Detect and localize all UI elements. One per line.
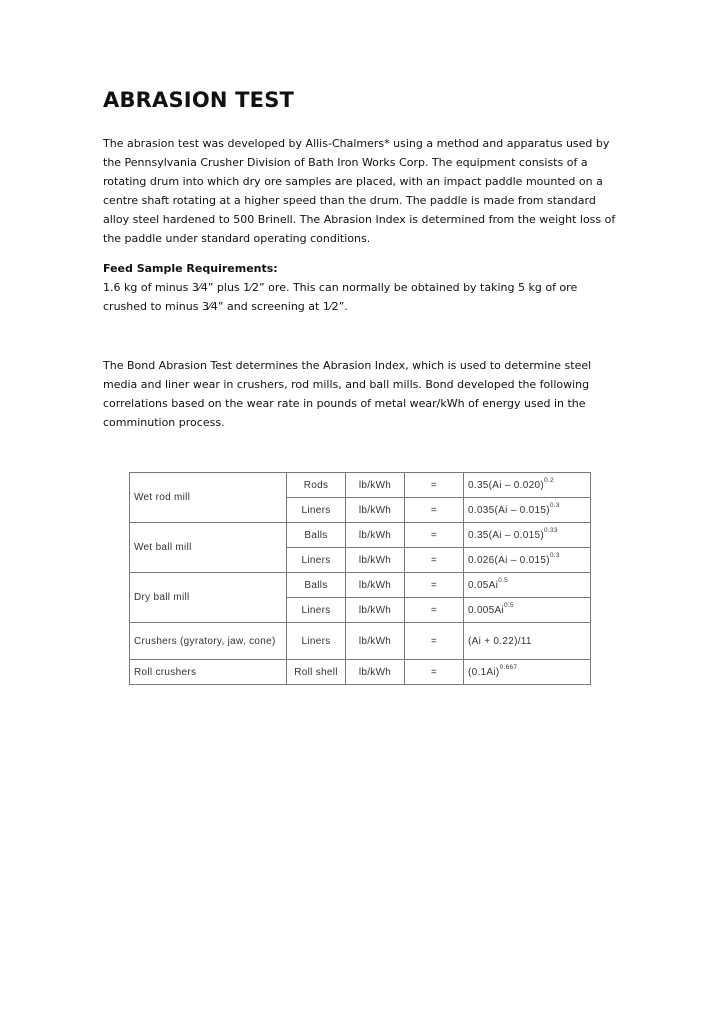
formula-cell <box>464 660 591 685</box>
unit-cell: lb/kWh <box>346 623 405 660</box>
formula-base: 0.026(Ai – 0.015) <box>468 554 550 566</box>
feed-requirements <box>103 259 623 316</box>
part-cell: Roll shell <box>287 660 346 685</box>
formula-base: 0.35(Ai – 0.020) <box>468 479 544 491</box>
formula-exponent: 0.5 <box>504 601 514 609</box>
equals-cell: = <box>405 548 464 573</box>
table-row <box>130 660 591 685</box>
table-row <box>130 523 591 548</box>
unit-cell: lb/kWh <box>346 598 405 623</box>
mill-type-cell: Dry ball mill <box>130 573 287 623</box>
part-cell: Rods <box>287 473 346 498</box>
table-row <box>130 623 591 660</box>
formula-base: 0.05Ai <box>468 579 499 591</box>
formula-base: 0.035(Ai – 0.015) <box>468 504 550 516</box>
mill-type-cell: Crushers (gyratory, jaw, cone) <box>130 623 287 660</box>
formula-base: 0.35(Ai – 0.015) <box>468 529 544 541</box>
equals-cell: = <box>405 523 464 548</box>
equals-cell: = <box>405 660 464 685</box>
formula-cell <box>464 523 591 548</box>
bond-paragraph: The Bond Abrasion Test determines the Abrasion Index, which is used to determine steel media and liner wear in crushers, rod mills, and ball mills. Bond developed the following correlations based on the wear rate in pounds of metal wear/kWh of energy used in the comminution process. <box>103 359 592 429</box>
formula-cell <box>464 573 591 598</box>
part-cell: Liners <box>287 548 346 573</box>
table-row <box>130 473 591 498</box>
equals-cell: = <box>405 598 464 623</box>
intro-paragraph: The abrasion test was developed by Allis-Chalmers* using a method and apparatus used by the Pennsylvania Crusher Division of Bath Iron Works Corp. The equipment consists of a rotating drum into which dry ore samples are placed, with an impact paddle mounted on a centre shaft rotating at a higher speed than the drum. The paddle is made from standard alloy steel hardened to 500 Brinell. The Abrasion Index is determined from the weight loss of the paddle under standard operating conditions. <box>103 137 616 245</box>
unit-cell: lb/kWh <box>346 660 405 685</box>
unit-cell: lb/kWh <box>346 548 405 573</box>
part-cell: Liners <box>287 623 346 660</box>
part-cell: Balls <box>287 573 346 598</box>
part-cell: Liners <box>287 598 346 623</box>
equals-cell: = <box>405 498 464 523</box>
formula-exponent: 0.5 <box>498 576 509 584</box>
document-title: ABRASION TEST <box>103 88 295 112</box>
unit-cell: lb/kWh <box>346 573 405 598</box>
unit-cell: lb/kWh <box>346 473 405 498</box>
formula-exponent: 0.667 <box>499 663 518 671</box>
formula-base: 0.005Ai <box>468 604 505 616</box>
feed-requirements-text: 1.6 kg of minus 3⁄4” plus 1⁄2” ore. This can normally be obtained by taking 5 kg of ore crushed to minus 3⁄4” and screening at 1⁄2”. <box>103 281 578 313</box>
formula-exponent: 0.3 <box>549 551 560 559</box>
unit-cell: lb/kWh <box>346 498 405 523</box>
mill-type-cell: Wet ball mill <box>130 523 287 573</box>
formula-cell <box>464 598 591 623</box>
table-row <box>130 573 591 598</box>
part-cell: Liners <box>287 498 346 523</box>
equals-cell: = <box>405 473 464 498</box>
wear-rate-table <box>129 472 591 685</box>
formula-exponent: 0.33 <box>543 526 558 534</box>
formula-cell <box>464 623 591 660</box>
formula-cell <box>464 548 591 573</box>
mill-type-cell: Wet rod mill <box>130 473 287 523</box>
part-cell: Balls <box>287 523 346 548</box>
unit-cell: lb/kWh <box>346 523 405 548</box>
feed-requirements-heading: Feed Sample Requirements: <box>103 262 278 275</box>
equals-cell: = <box>405 623 464 660</box>
formula-cell <box>464 473 591 498</box>
formula-base: (0.1Ai) <box>468 666 500 678</box>
formula-exponent: 0.3 <box>549 501 560 509</box>
equals-cell: = <box>405 573 464 598</box>
formula-exponent: 0.2 <box>543 476 554 484</box>
formula-base: (Ai + 0.22)/11 <box>468 635 532 647</box>
mill-type-cell: Roll crushers <box>130 660 287 685</box>
formula-cell <box>464 498 591 523</box>
